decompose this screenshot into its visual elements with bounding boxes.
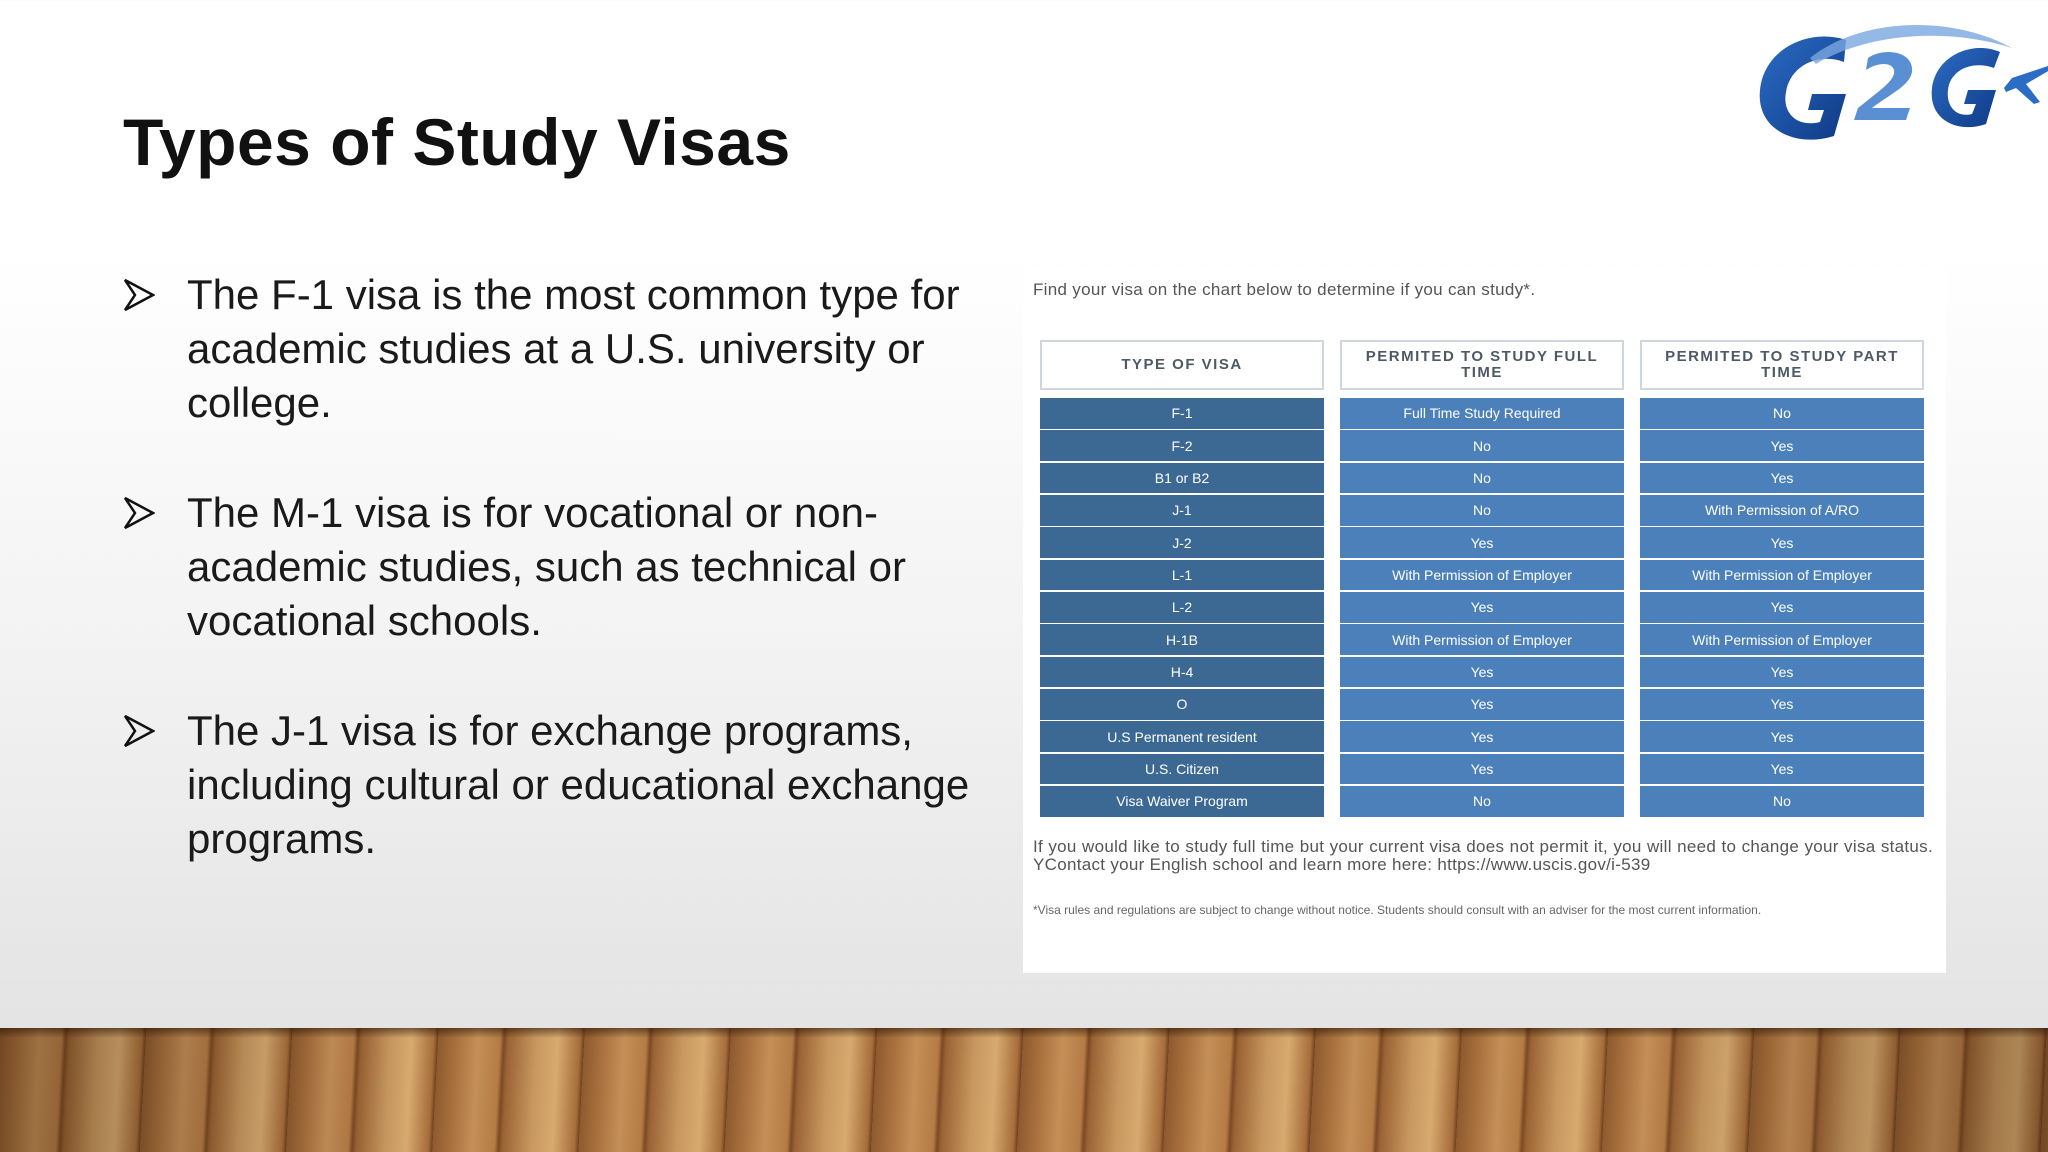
bullet-text: The F-1 visa is the most common type for academic studies at a U.S. university or college. [187,271,960,426]
chart-note: If you would like to study full time but your current visa does not permit it, you will need to change your visa status. YContact your English school and learn more here: https://www.uscis.gov/i-539 [1033,837,1933,874]
table-cell: Yes [1640,721,1924,752]
column-header: PERMITED TO STUDY PART TIME [1640,340,1924,390]
table-cell: With Permission of Employer [1340,624,1624,655]
table-cell: Yes [1340,657,1624,688]
table-cell: J-1 [1040,495,1324,526]
table-cell: Yes [1340,721,1624,752]
table-cell: Yes [1340,754,1624,785]
bullet-m1 [123,486,1023,648]
column-type-of-visa [1040,340,1324,818]
table-cell: L-1 [1040,560,1324,591]
bullet-f1 [123,268,1023,430]
table-cell: H-1B [1040,624,1324,655]
column-part-time [1640,340,1924,818]
table-cell: Yes [1640,754,1924,785]
bullet-text: The J-1 visa is for exchange programs, including cultural or educational exchange programs. [187,707,970,862]
table-cell: O [1040,689,1324,720]
column-full-time [1340,340,1624,818]
table-cell: B1 or B2 [1040,463,1324,494]
column-cells [1340,398,1624,817]
table-cell: J-2 [1040,527,1324,558]
table-cell: No [1340,430,1624,461]
table-cell: H-4 [1040,657,1324,688]
arrowhead-bullet-icon [123,278,155,312]
table-cell: No [1340,463,1624,494]
arrowhead-bullet-icon [123,714,155,748]
table-cell: Yes [1640,689,1924,720]
table-cell: No [1340,786,1624,817]
bullet-list [123,268,1023,922]
bullet-j1 [123,704,1023,866]
table-cell: U.S. Citizen [1040,754,1324,785]
table-cell: Yes [1640,527,1924,558]
table-cell: Yes [1640,463,1924,494]
g2g-airplane-logo-icon [1750,18,2048,158]
column-header: TYPE OF VISA [1040,340,1324,390]
table-cell: Yes [1340,592,1624,623]
chart-fine-print: *Visa rules and regulations are subject to change without notice. Students should consult with an adviser for the most current information. [1033,903,1762,917]
table-cell: U.S Permanent resident [1040,721,1324,752]
table-cell: With Permission of Employer [1640,624,1924,655]
column-cells [1640,398,1924,817]
table-cell: Yes [1640,592,1924,623]
arrowhead-bullet-icon [123,496,155,530]
table-cell: F-1 [1040,398,1324,429]
table-cell: With Permission of Employer [1340,560,1624,591]
table-cell: Full Time Study Required [1340,398,1624,429]
slide-title: Types of Study Visas [123,105,791,179]
table-cell: Yes [1340,527,1624,558]
table-cell: L-2 [1040,592,1324,623]
table-cell: With Permission of A/RO [1640,495,1924,526]
bullet-text: The M-1 visa is for vocational or non-academic studies, such as technical or vocational schools. [187,489,907,644]
chart-intro: Find your visa on the chart below to determine if you can study*. [1033,280,1536,299]
visa-chart-image [1023,268,1946,973]
table-cell: With Permission of Employer [1640,560,1924,591]
column-header: PERMITED TO STUDY FULL TIME [1340,340,1624,390]
table-cell: Yes [1640,430,1924,461]
table-cell: Visa Waiver Program [1040,786,1324,817]
table-cell: F-2 [1040,430,1324,461]
table-cell: Yes [1340,689,1624,720]
table-cell: No [1640,786,1924,817]
column-cells [1040,398,1324,817]
table-cell: No [1640,398,1924,429]
table-cell: Yes [1640,657,1924,688]
wood-floor-shade [0,1028,2048,1152]
table-cell: No [1340,495,1624,526]
